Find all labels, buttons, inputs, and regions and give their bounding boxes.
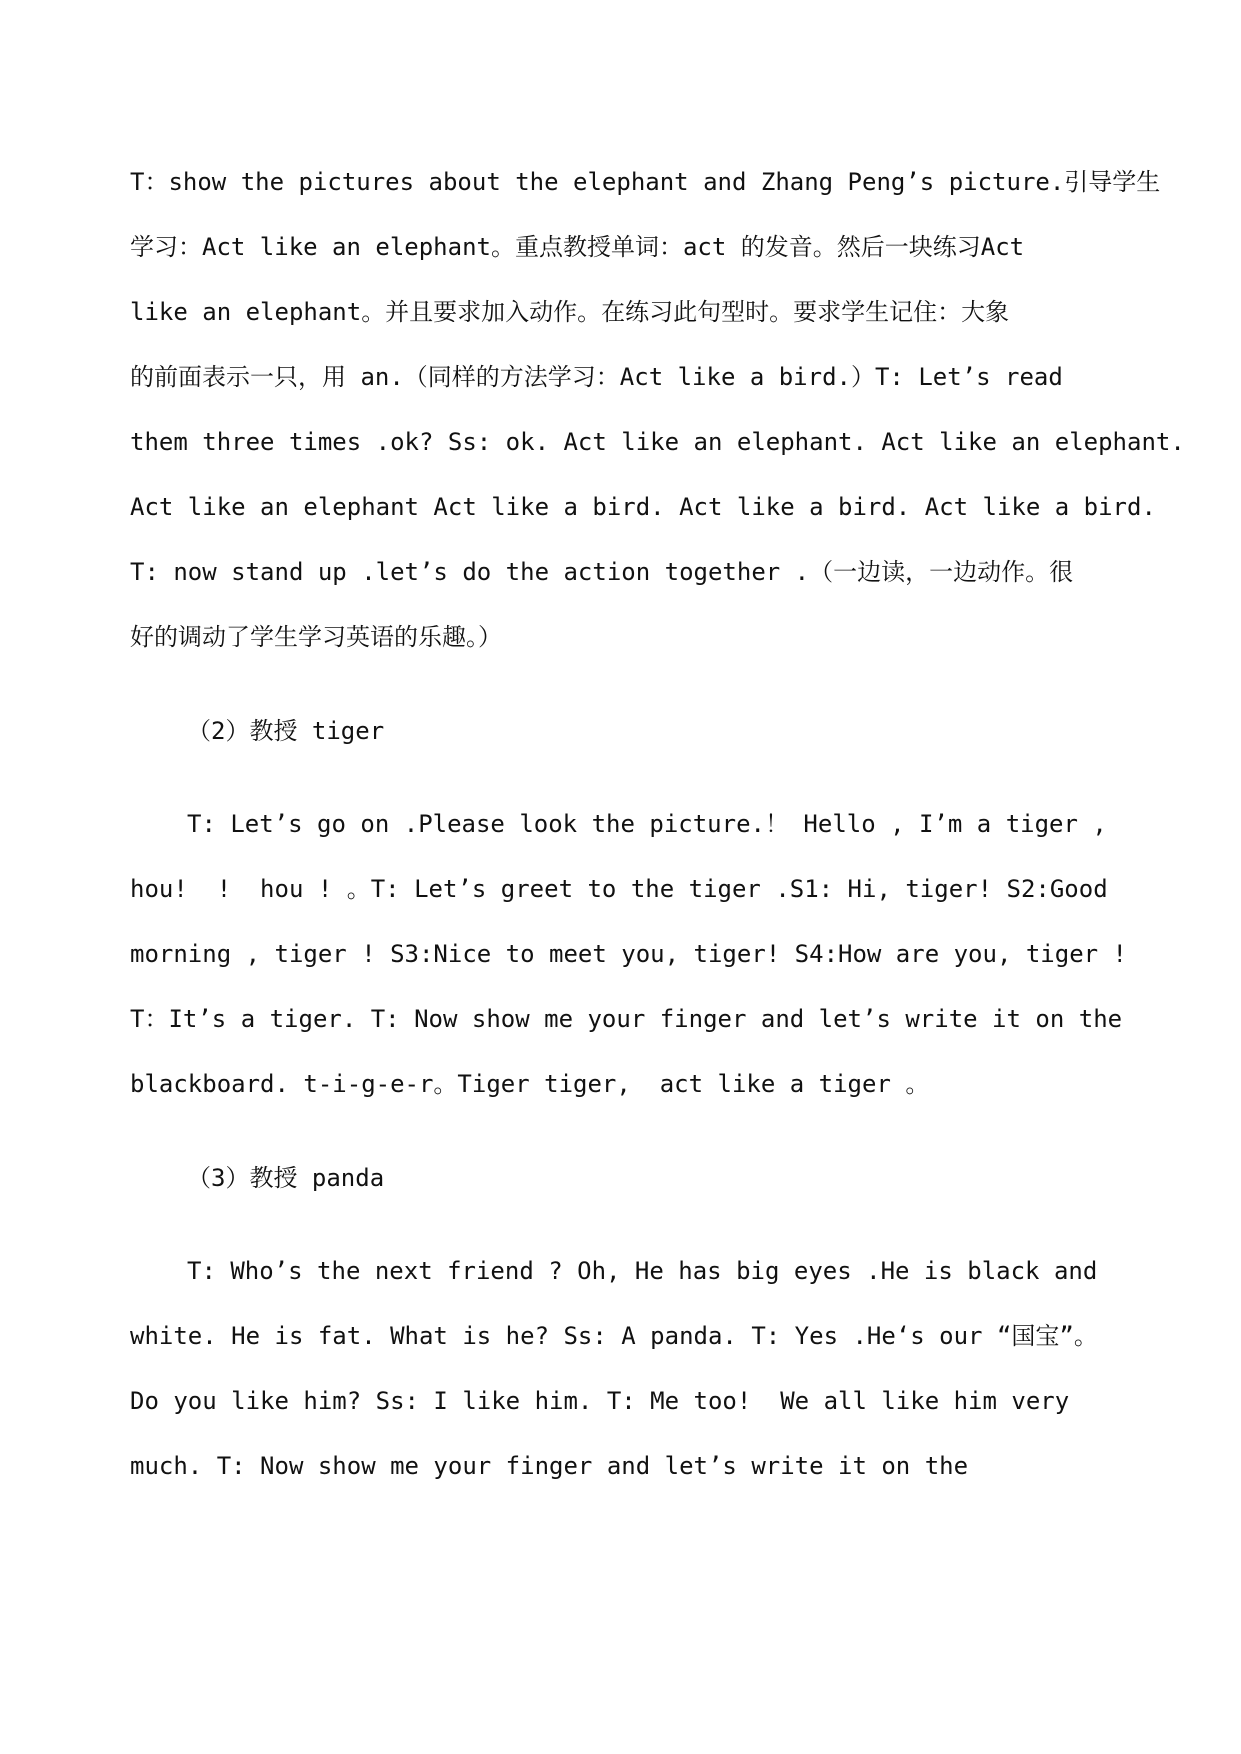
- text-line: 的前面表示一只，用 an.（同样的方法学习：Act like a bird.）T: Let’s read: [130, 363, 1063, 391]
- paragraph-elephant-bird: [130, 150, 1185, 670]
- text-line: Do you like him? Ss: I like him. T: Me too! We all like him very: [130, 1387, 1070, 1415]
- text-line: 好的调动了学生学习英语的乐趣。）: [130, 623, 502, 651]
- text-line: T: now stand up .let’s do the action together .（一边读，一边动作。很: [130, 558, 1074, 586]
- text-line: them three times .ok? Ss: ok. Act like an elephant. Act like an elephant.: [130, 428, 1185, 456]
- text-line: like an elephant。并且要求加入动作。在练习此句型时。要求学生记住：大象: [130, 298, 1010, 326]
- text-line: T: Who’s the next friend ? Oh, He has big eyes .He is black and: [187, 1257, 1098, 1285]
- text-line: blackboard. t-i-g-e-r。Tiger tiger, act like a tiger 。: [130, 1070, 930, 1098]
- text-line: T：show the pictures about the elephant and Zhang Peng’s picture.引导学生: [130, 168, 1161, 196]
- document-body: [130, 150, 1185, 1499]
- paragraph-panda: [130, 1239, 1130, 1499]
- text-line: Act like an elephant Act like a bird. Act like a bird. Act like a bird.: [130, 493, 1156, 521]
- text-line: 学习：Act like an elephant。重点教授单词：act 的发音。然后一块练习Act: [130, 233, 1025, 261]
- text-line: T：It’s a tiger. T: Now show me your finger and let’s write it on the: [130, 1005, 1123, 1033]
- text-line: morning , tiger ! S3:Nice to meet you, tiger! S4:How are you, tiger !: [130, 940, 1127, 968]
- text-line: white. He is fat. What is he? Ss: A panda. T: Yes .He‘s our “国宝”。: [130, 1322, 1098, 1350]
- section-heading-tiger: （2）教授 tiger: [187, 717, 385, 745]
- paragraph-tiger: [130, 792, 1130, 1117]
- text-line: much. T: Now show me your finger and let’s write it on the: [130, 1452, 969, 1480]
- text-line: T: Let’s go on .Please look the picture.！ Hello , I’m a tiger ,: [187, 810, 1107, 838]
- section-heading-panda: （3）教授 panda: [187, 1164, 385, 1192]
- text-line: hou! ! hou ! 。T: Let’s greet to the tiger .S1: Hi, tiger! S2:Good: [130, 875, 1108, 903]
